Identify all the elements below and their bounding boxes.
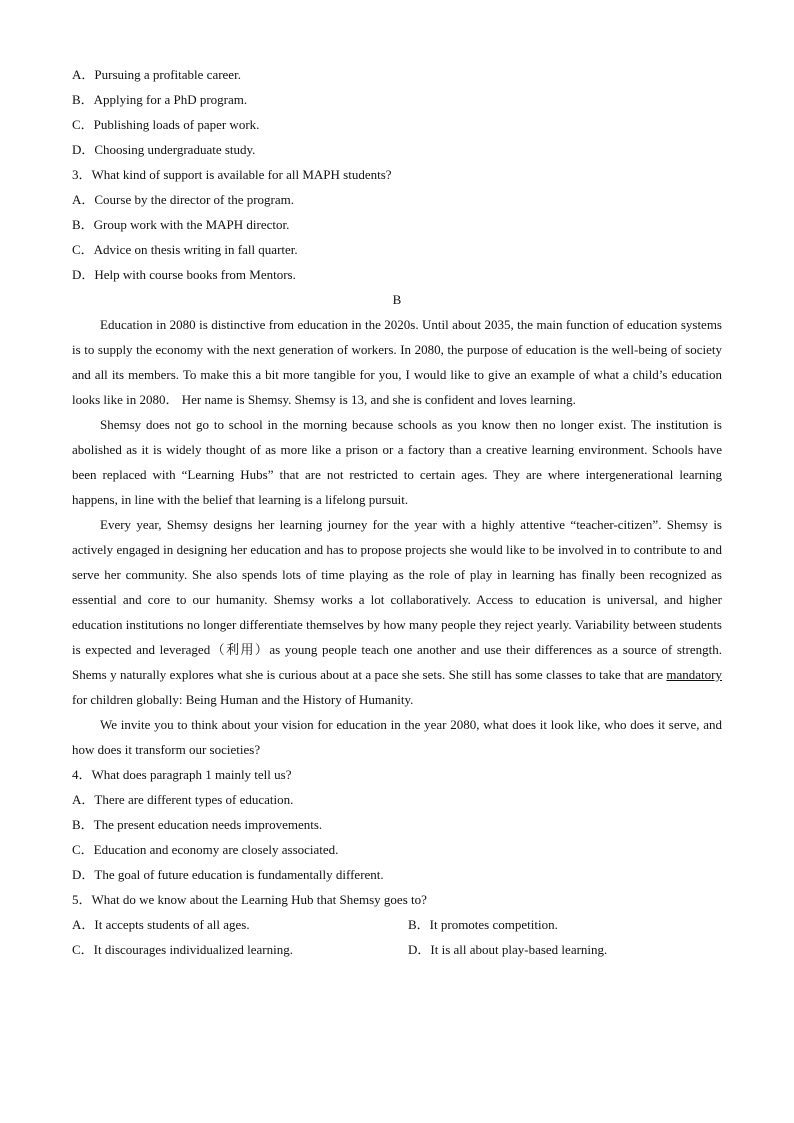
exam-page <box>72 62 722 962</box>
option-c: C．It discourages individualized learning. <box>72 942 293 957</box>
question-stem: 3．What kind of support is available for all MAPH students? <box>72 167 392 182</box>
option-d: D．It is all about play-based learning. <box>408 942 608 957</box>
question-5 <box>72 887 722 962</box>
section-heading: B <box>392 292 402 307</box>
paragraph-3-text-end: for children globally: Being Human and the History of Humanity. <box>72 692 414 707</box>
options-row-1 <box>72 912 722 937</box>
option-b: B．Applying for a PhD program. <box>72 92 248 107</box>
paragraph-4: We invite you to think about your vision for education in the year 2080, what does it look like, who does it serve, and how does it transform our societies? <box>72 717 722 757</box>
paragraph-3 <box>72 512 722 712</box>
question-3 <box>72 162 722 287</box>
option-d: D．The goal of future education is fundamentally different. <box>72 867 384 882</box>
option-d: D．Choosing undergraduate study. <box>72 142 256 157</box>
question-stem: 5．What do we know about the Learning Hub that Shemsy goes to? <box>72 892 427 907</box>
option-a: A．Pursuing a profitable career. <box>72 67 241 82</box>
options-row-2 <box>72 937 722 962</box>
option-c: C．Education and economy are closely associated. <box>72 842 339 857</box>
option-a: A．Course by the director of the program. <box>72 192 295 207</box>
underlined-word: mandatory <box>666 667 722 682</box>
question-2-options <box>72 62 722 162</box>
option-d: D．Help with course books from Mentors. <box>72 267 296 282</box>
question-stem: 4．What does paragraph 1 mainly tell us? <box>72 767 292 782</box>
paragraph-3-text: Every year, Shemsy designs her learning journey for the year with a highly attentive “teacher-citizen”. Shemsy is actively engaged in designing her education and has to propose projects she would like to be involved in to contribute to and serve her community. She also spends lots of time playing as the role of play in learning has finally been recognized as essential and core to our humanity. Shemsy works a lot collaboratively. Access to education is universal, and higher education institutions no longer differentiate themselves by how many people they reject yearly. Variability between students is expected and leveraged（利用）as young people teach one another and use their differences as a source of strength. Shems y naturally explores what she is curious about at a pace she sets. She still has some classes to take that are <box>72 517 722 682</box>
option-a: A．There are different types of education. <box>72 792 294 807</box>
question-4 <box>72 762 722 887</box>
paragraph-1: Education in 2080 is distinctive from education in the 2020s. Until about 2035, the main function of education systems is to supply the economy with the next generation of workers. In 2080, the purpose of education is the well-being of society and all its members. To make this a bit more tangible for you, I would like to give an example of what a child’s education looks like in 2080． Her name is Shemsy. Shemsy is 13, and she is confident and loves learning. <box>72 317 722 407</box>
option-b: B．The present education needs improvements. <box>72 817 323 832</box>
option-c: C．Publishing loads of paper work. <box>72 117 260 132</box>
option-c: C．Advice on thesis writing in fall quarter. <box>72 242 298 257</box>
reading-passage <box>72 312 722 762</box>
paragraph-2: Shemsy does not go to school in the morning because schools as you know then no longer exist. The institution is abolished as it is widely thought of as more like a prison or a factory than a creative learning environment. Schools have been replaced with “Learning Hubs” that are not restricted to certain ages. They are where intergenerational learning happens, in line with the belief that learning is a lifelong pursuit. <box>72 417 722 507</box>
option-b: B．Group work with the MAPH director. <box>72 217 290 232</box>
option-a: A．It accepts students of all ages. <box>72 917 250 932</box>
option-b: B．It promotes competition. <box>408 917 558 932</box>
